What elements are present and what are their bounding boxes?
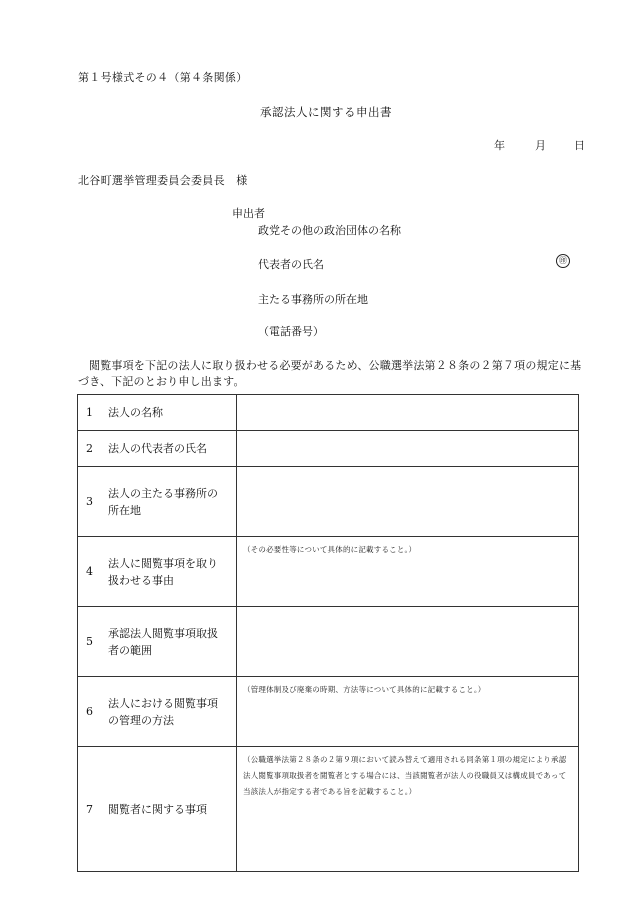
table-row	[78, 431, 579, 467]
corporation-office-field[interactable]	[237, 467, 579, 537]
org-name-label: 政党その他の政治団体の名称	[258, 224, 401, 237]
row-label-cell	[78, 747, 237, 872]
table-row	[78, 607, 579, 677]
handler-scope-field[interactable]	[237, 607, 579, 677]
row-number: 5	[86, 635, 93, 648]
handling-reason-field[interactable]	[237, 537, 579, 607]
statement-paragraph	[78, 358, 586, 390]
row-label-cell	[78, 677, 237, 747]
phone-number-label: （電話番号）	[258, 325, 324, 338]
viewer-matters-field[interactable]	[237, 747, 579, 872]
document-title: 承認法人に関する申出書	[260, 105, 392, 119]
field-instruction-note: （公職選挙法第２８条の２第９項において読み替えて適用される同条第１項の規定により承認法人閲覧事項取扱者を閲覧者とする場合には、当該閲覧者が法人の役職員又は構成員であって当該法人が指定する者である旨を記載すること。）	[243, 755, 567, 796]
application-items-table	[77, 394, 579, 872]
row-number: 6	[86, 705, 93, 718]
row-label-cell	[78, 395, 237, 431]
representative-name-label: 代表者の氏名	[258, 258, 324, 271]
row-label-cell	[78, 467, 237, 537]
field-instruction-note: （その必要性等について具体的に記載すること。）	[243, 545, 417, 554]
row-label: 法人に閲覧事項を取り扱わせる事由	[108, 556, 218, 587]
table-row	[78, 747, 579, 872]
table-row	[78, 395, 579, 431]
statement-text: 閲覧事項を下記の法人に取り扱わせる必要があるため、公職選挙法第２８条の２第７項の規定に基づき、下記のとおり申し出ます。	[78, 359, 582, 388]
row-number: 2	[86, 442, 93, 455]
date-day-label: 日	[574, 139, 585, 152]
addressee: 北谷町選挙管理委員会委員長 様	[78, 174, 248, 187]
row-label-cell	[78, 537, 237, 607]
form-number: 第１号様式その４（第４条関係）	[78, 71, 248, 84]
date-year-label: 年	[494, 139, 505, 152]
office-location-label: 主たる事務所の所在地	[258, 293, 368, 306]
corporation-representative-field[interactable]	[237, 431, 579, 467]
table-row	[78, 467, 579, 537]
row-number: 4	[86, 565, 93, 578]
row-label-cell	[78, 431, 237, 467]
row-label: 法人の代表者の氏名	[108, 442, 207, 455]
table-row	[78, 537, 579, 607]
row-label: 法人における閲覧事項の管理の方法	[108, 696, 218, 727]
field-instruction-note: （管理体制及び廃棄の時期、方法等について具体的に記載すること。）	[243, 685, 486, 694]
seal-mark-icon: ㊞	[556, 254, 570, 268]
row-label: 法人の名称	[108, 406, 163, 419]
applicant-label: 申出者	[232, 207, 265, 220]
row-number: 7	[86, 802, 93, 816]
row-number: 3	[86, 495, 93, 508]
table-row	[78, 677, 579, 747]
management-method-field[interactable]	[237, 677, 579, 747]
row-label: 閲覧者に関する事項	[108, 802, 207, 816]
date-month-label: 月	[535, 139, 546, 152]
row-label: 法人の主たる事務所の所在地	[108, 486, 218, 517]
row-number: 1	[86, 406, 93, 419]
row-label: 承認法人閲覧事項取扱者の範囲	[108, 626, 218, 657]
row-label-cell	[78, 607, 237, 677]
corporation-name-field[interactable]	[237, 395, 579, 431]
